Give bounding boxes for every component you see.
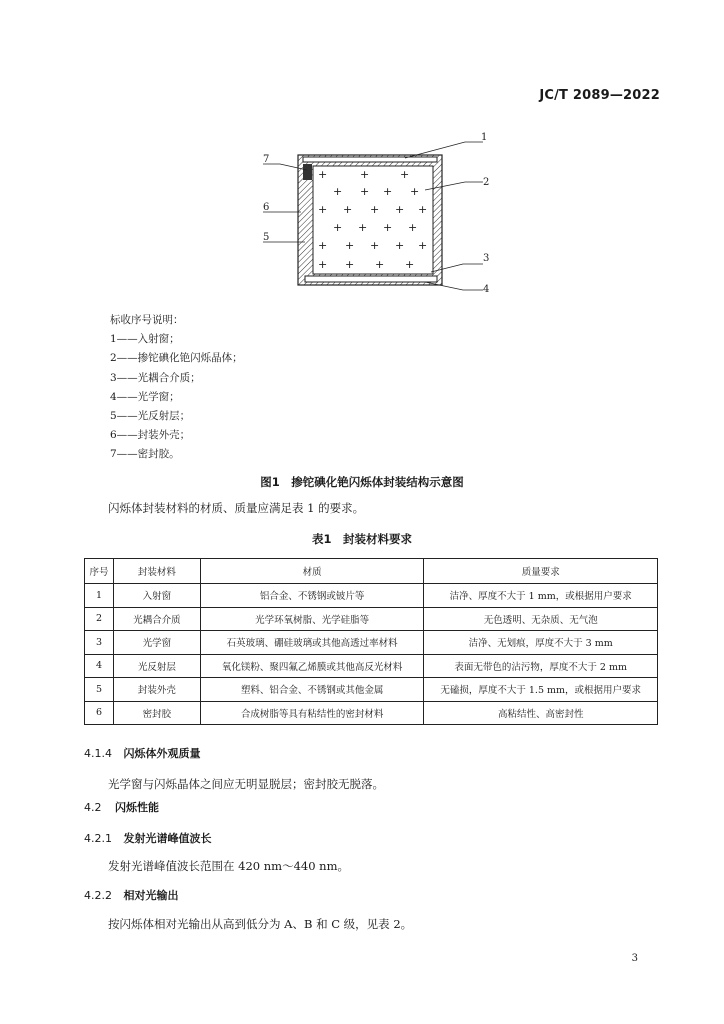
table-cell: 5: [85, 678, 114, 702]
table-cell: 铝合金、不锈钢或铍片等: [200, 584, 424, 608]
table-cell: 光学窗: [113, 631, 200, 655]
section-4-1-4-body: 光学窗与闪烁晶体之间应无明显脱层；密封胶无脱落。: [108, 777, 384, 791]
section-4-1-4-heading: [84, 745, 201, 761]
table-cell: 洁净、无划痕，厚度不大于 3 mm: [424, 631, 658, 655]
legend-item: 5——光反射层；: [110, 410, 191, 423]
table-cell: 表面无带色的沾污物，厚度不大于 2 mm: [424, 654, 658, 678]
svg-text:+: +: [345, 258, 355, 271]
svg-text:+: +: [400, 168, 410, 181]
figure-legend: [110, 311, 243, 465]
section-number: 4.2: [84, 801, 102, 814]
table-cell: 入射窗: [113, 584, 200, 608]
callout-2: 2: [483, 177, 490, 188]
svg-text:+: +: [318, 258, 328, 271]
table-cell: 合成树脂等具有粘结性的密封材料: [200, 701, 424, 725]
intro-paragraph: 闪烁体封装材料的材质、质量应满足表 1 的要求。: [108, 501, 365, 515]
table-header-row: [85, 559, 658, 584]
svg-text:+: +: [375, 258, 385, 271]
header-cell: 封装材料: [113, 559, 200, 584]
optical-window: [305, 276, 437, 282]
encapsulation-diagram: [255, 130, 495, 298]
callout-7: 7: [263, 154, 270, 165]
section-4-2-heading: [84, 799, 159, 815]
svg-text:+: +: [318, 168, 328, 181]
legend-item: 4——光学窗；: [110, 390, 180, 403]
table-row: [85, 631, 658, 655]
section-title: 相对光输出: [123, 889, 179, 902]
table-row: [85, 701, 658, 725]
svg-text:+: +: [410, 185, 420, 198]
legend-item: 6——封装外壳；: [110, 429, 191, 442]
svg-text:+: +: [318, 203, 328, 216]
table-cell: 洁净、厚度不大于 1 mm，或根据用户要求: [424, 584, 658, 608]
svg-text:+: +: [405, 258, 415, 271]
table-cell: 光学环氧树脂、光学硅脂等: [200, 607, 424, 631]
section-4-2-2-body: 按闪烁体相对光输出从高到低分为 A、B 和 C 级，见表 2。: [108, 917, 413, 931]
callout-1: 1: [481, 132, 488, 143]
header-cell: 质量要求: [424, 559, 658, 584]
table-cell: 密封胶: [113, 701, 200, 725]
svg-text:+: +: [333, 185, 343, 198]
section-4-2-2-heading: [84, 887, 179, 903]
table-cell: 无色透明、无杂质、无气泡: [424, 607, 658, 631]
svg-text:+: +: [370, 203, 380, 216]
svg-text:+: +: [395, 239, 405, 252]
table-row: [85, 607, 658, 631]
legend-item: 2——掺铊碘化铯闪烁晶体；: [110, 352, 243, 365]
table-cell: 光耦合介质: [113, 607, 200, 631]
header-cell: 序号: [85, 559, 114, 584]
section-number: 4.1.4: [84, 747, 112, 760]
svg-text:+: +: [418, 239, 428, 252]
legend-item: 1——入射窗；: [110, 333, 180, 346]
table-cell: 高粘结性、高密封性: [424, 701, 658, 725]
legend-item: 7——密封胶。: [110, 448, 180, 461]
table-cell: 光反射层: [113, 654, 200, 678]
crystal: [313, 166, 433, 274]
svg-text:+: +: [360, 168, 370, 181]
svg-text:+: +: [345, 239, 355, 252]
table-cell: 6: [85, 701, 114, 725]
table-cell: 2: [85, 607, 114, 631]
svg-text:+: +: [358, 221, 368, 234]
table-cell: 1: [85, 584, 114, 608]
page-number: 3: [631, 953, 638, 964]
svg-text:+: +: [318, 239, 328, 252]
table-caption: 表1 封装材料要求: [311, 532, 412, 546]
section-number: 4.2.1: [84, 832, 112, 845]
svg-text:+: +: [343, 203, 353, 216]
callout-6: 6: [263, 202, 270, 213]
section-number: 4.2.2: [84, 889, 112, 902]
legend-item: 3——光耦合介质；: [110, 371, 201, 384]
table-cell: 塑料、铝合金、不锈钢或其他金属: [200, 678, 424, 702]
svg-text:+: +: [408, 221, 418, 234]
table-cell: 4: [85, 654, 114, 678]
svg-text:+: +: [383, 221, 393, 234]
section-title: 闪烁性能: [115, 801, 159, 814]
section-title: 发射光谱峰值波长: [123, 832, 212, 845]
sealant: [303, 164, 312, 180]
table-row: [85, 584, 658, 608]
table-cell: 石英玻璃、硼硅玻璃或其他高透过率材料: [200, 631, 424, 655]
figure-caption: 图1 掺铊碘化铯闪烁体封装结构示意图: [260, 475, 464, 489]
entrance-window: [303, 157, 437, 162]
materials-table: [84, 558, 658, 725]
svg-text:+: +: [360, 185, 370, 198]
svg-text:+: +: [383, 185, 393, 198]
legend-title: 标收序号说明：: [110, 314, 184, 326]
table-cell: 封装外壳: [113, 678, 200, 702]
svg-text:+: +: [370, 239, 380, 252]
standard-number: JC/T 2089—2022: [539, 88, 660, 103]
callout-3: 3: [483, 253, 490, 264]
table-cell: 3: [85, 631, 114, 655]
table-row: [85, 678, 658, 702]
callout-4: 4: [483, 284, 490, 295]
svg-text:+: +: [395, 203, 405, 216]
svg-text:+: +: [333, 221, 343, 234]
table-row: [85, 654, 658, 678]
svg-text:+: +: [418, 203, 428, 216]
section-4-2-1-heading: [84, 830, 212, 846]
header-cell: 材质: [200, 559, 424, 584]
table-cell: 氧化镁粉、聚四氟乙烯膜或其他高反光材料: [200, 654, 424, 678]
table-cell: 无磕损，厚度不大于 1.5 mm，或根据用户要求: [424, 678, 658, 702]
section-title: 闪烁体外观质量: [123, 747, 201, 760]
callout-5: 5: [263, 232, 270, 243]
section-4-2-1-body: 发射光谱峰值波长范围在 420 nm～440 nm。: [108, 859, 349, 873]
